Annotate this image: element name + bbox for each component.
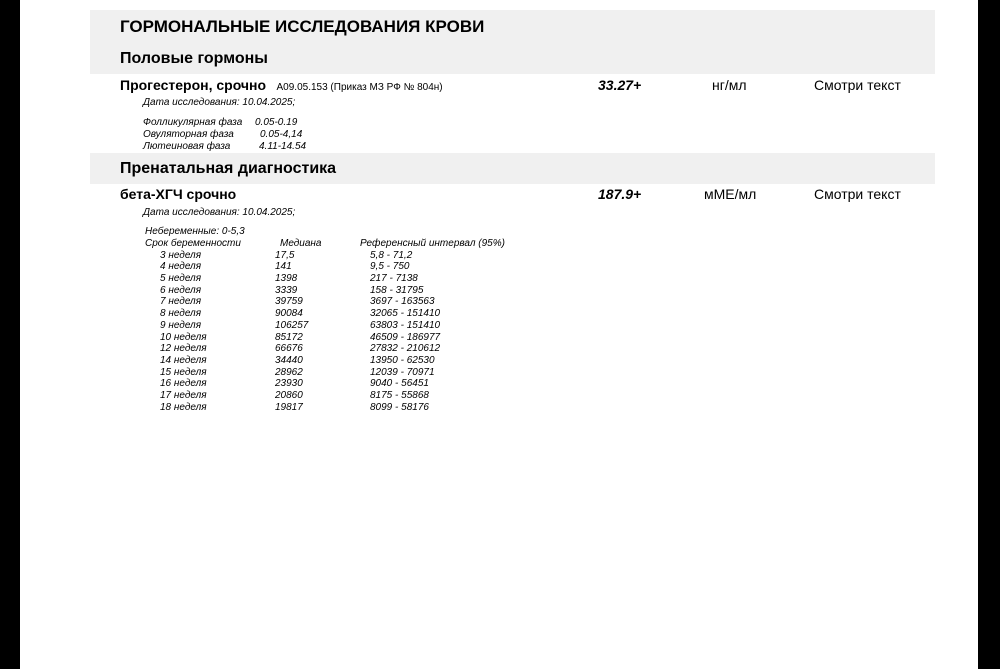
reference-interval: 46509 - 186977 <box>370 331 441 343</box>
median-value: 17,5 <box>275 249 295 261</box>
reference-interval: 158 - 31795 <box>370 284 424 296</box>
test-date: Дата исследования: 10.04.2025; <box>143 207 296 218</box>
median-value: 34440 <box>275 354 303 366</box>
median-value: 90084 <box>275 308 303 320</box>
test-value: 187.9+ <box>598 186 642 202</box>
section-heading-sex-hormones: Половые гормоны <box>120 50 268 67</box>
gestation-week: 7 неделя <box>160 296 202 308</box>
column-header: Медиана <box>280 238 322 249</box>
gestation-week: 3 неделя <box>160 249 202 261</box>
column-header: Референсный интервал (95%) <box>360 238 505 249</box>
gestation-week: 14 неделя <box>160 354 207 366</box>
section-heading-prenatal: Пренатальная диагностика <box>120 160 337 177</box>
test-reference: Смотри текст <box>814 77 901 93</box>
report-title: ГОРМОНАЛЬНЫЕ ИССЛЕДОВАНИЯ КРОВИ <box>120 17 485 36</box>
reference-interval: 5,8 - 71,2 <box>370 249 413 261</box>
median-value: 106257 <box>275 319 309 331</box>
median-value: 66676 <box>275 343 303 355</box>
gestation-week: 15 неделя <box>160 366 207 378</box>
gestation-week: 6 неделя <box>160 284 202 296</box>
reference-interval: 13950 - 62530 <box>370 354 435 366</box>
reference-interval: 217 - 7138 <box>370 273 418 285</box>
gestation-week: 9 неделя <box>160 319 202 331</box>
gestation-week: 12 неделя <box>160 343 207 355</box>
column-header: Срок беременности <box>145 238 241 249</box>
reference-interval: 32065 - 151410 <box>370 308 441 320</box>
gestation-week: 16 неделя <box>160 378 207 390</box>
test-name: бета-ХГЧ срочно <box>120 186 237 202</box>
phase-name: Лютеиновая фаза <box>143 141 231 152</box>
test-date: Дата исследования: 10.04.2025; <box>143 97 296 108</box>
median-value: 39759 <box>275 296 303 308</box>
reference-interval: 3697 - 163563 <box>370 296 435 308</box>
median-value: 85172 <box>275 331 303 343</box>
phase-range: 0.05-0.19 <box>255 117 298 128</box>
median-value: 28962 <box>275 366 303 378</box>
test-unit: нг/мл <box>712 77 747 93</box>
gestation-week: 4 неделя <box>160 261 202 273</box>
non-pregnant-range: Небеременные: 0-5,3 <box>145 226 245 237</box>
gestation-week: 10 неделя <box>160 331 207 343</box>
reference-interval: 63803 - 151410 <box>370 319 441 331</box>
reference-interval: 9,5 - 750 <box>370 261 410 273</box>
gestation-week: 17 неделя <box>160 389 207 401</box>
gestation-week: 8 неделя <box>160 308 202 320</box>
test-name: Прогестерон, срочно <box>120 77 267 93</box>
reference-interval: 9040 - 56451 <box>370 378 429 390</box>
reference-interval: 27832 - 210612 <box>370 343 441 355</box>
gestation-week: 5 неделя <box>160 273 202 285</box>
gestation-week: 18 неделя <box>160 401 207 413</box>
test-row-progesterone <box>120 77 443 95</box>
phase-name: Овуляторная фаза <box>143 129 234 140</box>
test-reference: Смотри текст <box>814 186 901 202</box>
test-code: A09.05.153 (Приказ МЗ РФ № 804н) <box>276 82 443 93</box>
test-value: 33.27+ <box>598 77 642 93</box>
test-unit: мМЕ/мл <box>704 186 757 202</box>
reference-interval: 8175 - 55868 <box>370 389 429 401</box>
reference-interval: 12039 - 70971 <box>370 366 435 378</box>
median-value: 141 <box>275 261 292 273</box>
phase-name: Фолликулярная фаза <box>143 117 243 128</box>
reference-interval: 8099 - 58176 <box>370 401 429 413</box>
median-value: 19817 <box>275 401 303 413</box>
median-value: 1398 <box>275 273 298 285</box>
median-value: 3339 <box>275 284 298 296</box>
median-value: 23930 <box>275 378 303 390</box>
median-value: 20860 <box>275 389 303 401</box>
phase-range: 4.11-14.54 <box>259 141 307 152</box>
phase-range: 0.05-4,14 <box>260 129 303 140</box>
